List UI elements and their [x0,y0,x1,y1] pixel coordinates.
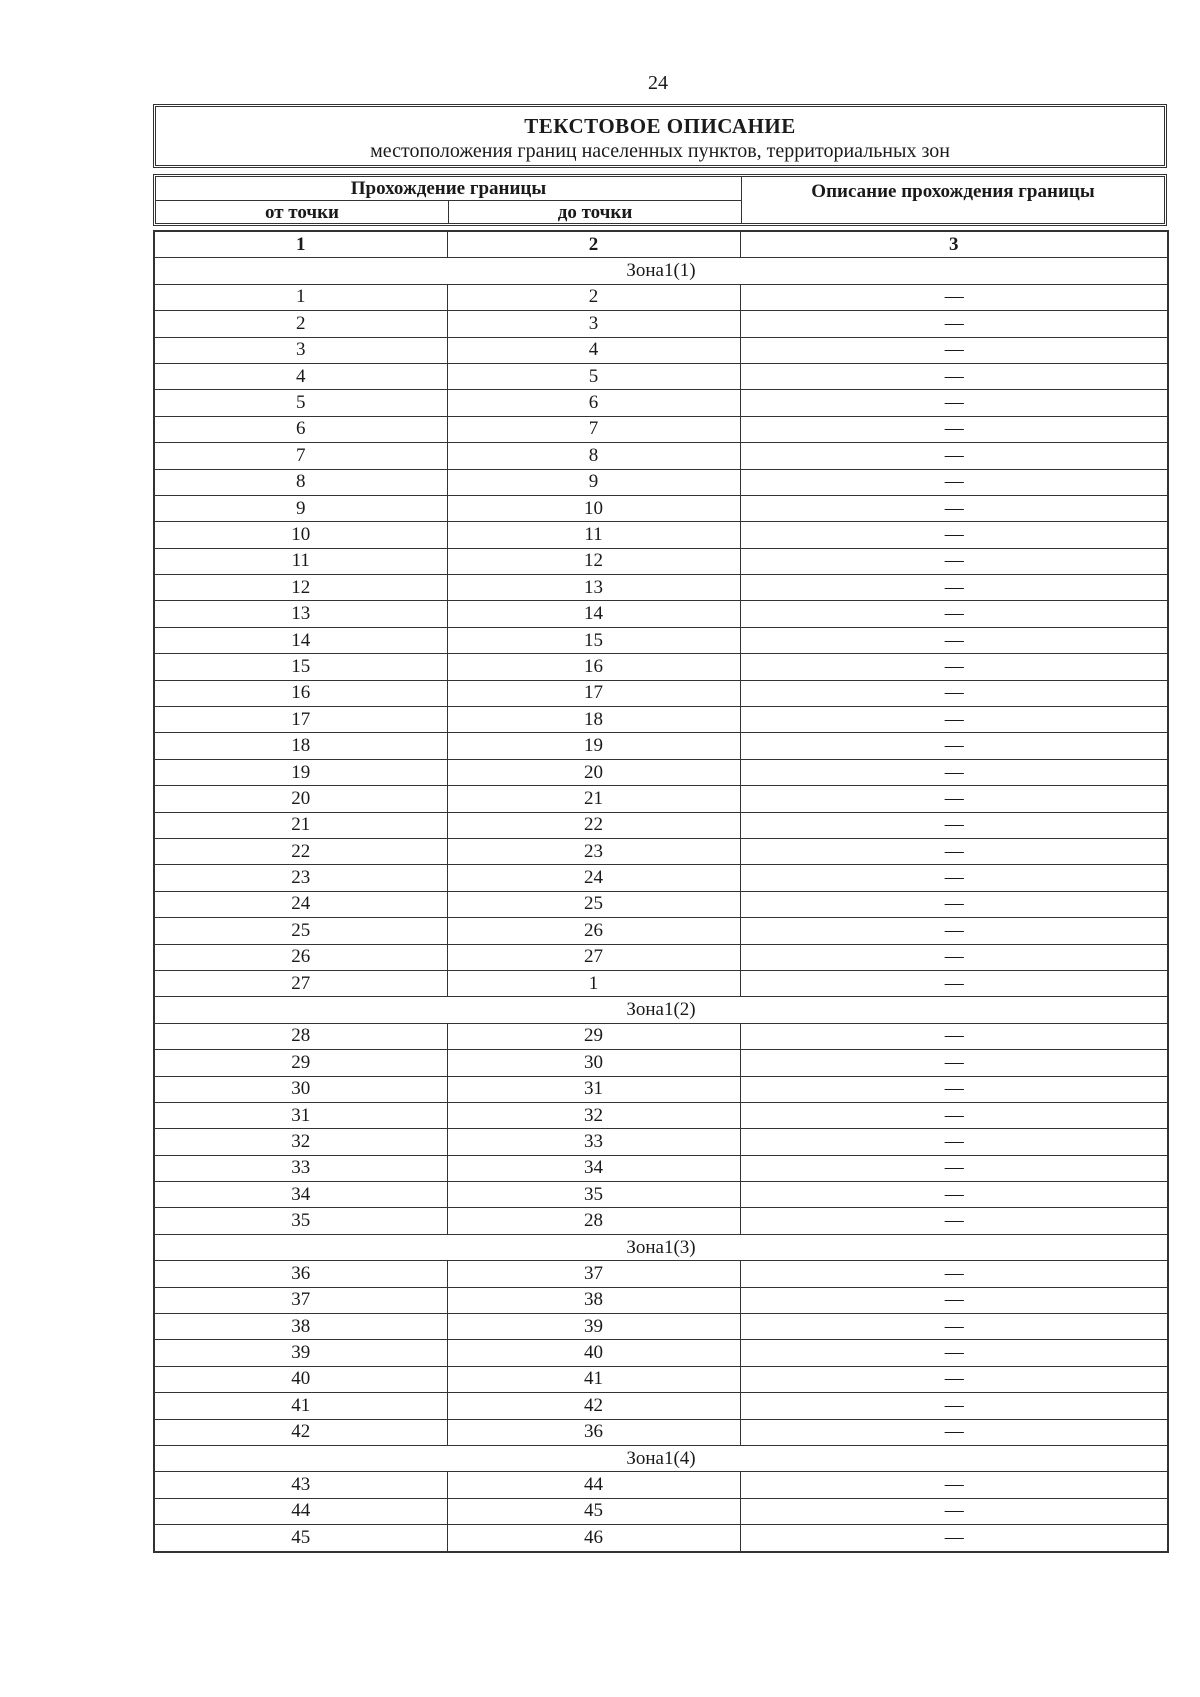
description-cell: — [740,1182,1168,1208]
table-row [154,548,1168,574]
column-number: 2 [447,231,740,258]
from-point-cell: 16 [154,680,447,706]
from-point-cell: 26 [154,944,447,970]
from-point-cell: 34 [154,1182,447,1208]
description-cell: — [740,1366,1168,1392]
table-row [154,601,1168,627]
description-cell: — [740,443,1168,469]
description-cell: — [740,522,1168,548]
from-point-header: от точки [156,201,449,223]
to-point-cell: 34 [447,1155,740,1181]
table-row [154,1472,1168,1498]
from-point-cell: 22 [154,838,447,864]
title-box [153,104,1167,168]
from-point-cell: 36 [154,1261,447,1287]
to-point-cell: 7 [447,416,740,442]
to-point-cell: 37 [447,1261,740,1287]
description-cell: — [740,416,1168,442]
table-row [154,1498,1168,1524]
description-cell: — [740,548,1168,574]
description-cell: — [740,680,1168,706]
table-row [154,891,1168,917]
description-cell: — [740,865,1168,891]
to-point-cell: 14 [447,601,740,627]
table-row [154,1076,1168,1102]
to-point-cell: 38 [447,1287,740,1313]
from-point-cell: 11 [154,548,447,574]
table-row [154,733,1168,759]
table-row [154,1525,1168,1552]
zone-name: Зона1(2) [154,997,1168,1023]
description-cell: — [740,1023,1168,1049]
table-row [154,522,1168,548]
from-point-cell: 32 [154,1129,447,1155]
to-point-cell: 18 [447,707,740,733]
from-point-cell: 40 [154,1366,447,1392]
from-point-cell: 5 [154,390,447,416]
from-point-cell: 23 [154,865,447,891]
to-point-cell: 10 [447,495,740,521]
from-point-cell: 28 [154,1023,447,1049]
from-point-cell: 13 [154,601,447,627]
from-point-cell: 31 [154,1102,447,1128]
to-point-cell: 2 [447,284,740,310]
table-row [154,1261,1168,1287]
to-point-cell: 42 [447,1393,740,1419]
table-row [154,575,1168,601]
from-point-cell: 12 [154,575,447,601]
description-cell: — [740,654,1168,680]
table-row [154,337,1168,363]
from-point-cell: 30 [154,1076,447,1102]
table-row [154,812,1168,838]
description-cell: — [740,707,1168,733]
to-point-cell: 1 [447,970,740,996]
from-point-cell: 33 [154,1155,447,1181]
from-point-cell: 42 [154,1419,447,1445]
description-cell: — [740,759,1168,785]
description-cell: — [740,786,1168,812]
description-cell: — [740,337,1168,363]
to-point-cell: 39 [447,1314,740,1340]
description-cell: — [740,469,1168,495]
description-cell: — [740,495,1168,521]
document-subtitle: местоположения границ населенных пунктов, территориальных зон [370,140,950,162]
description-cell: — [740,1314,1168,1340]
table-row [154,443,1168,469]
table-row [154,918,1168,944]
to-point-cell: 28 [447,1208,740,1234]
from-point-cell: 18 [154,733,447,759]
to-point-cell: 29 [447,1023,740,1049]
description-cell: — [740,1287,1168,1313]
table-row [154,1366,1168,1392]
table-row [154,680,1168,706]
from-point-cell: 17 [154,707,447,733]
description-cell: — [740,284,1168,310]
description-cell: — [740,311,1168,337]
table-row [154,1155,1168,1181]
table-row [154,1419,1168,1445]
to-point-cell: 20 [447,759,740,785]
from-point-cell: 14 [154,627,447,653]
description-cell: — [740,1208,1168,1234]
column-number-row [154,231,1168,258]
from-point-cell: 38 [154,1314,447,1340]
to-point-cell: 23 [447,838,740,864]
from-point-cell: 19 [154,759,447,785]
to-point-cell: 16 [447,654,740,680]
table-row [154,1102,1168,1128]
from-point-cell: 8 [154,469,447,495]
page-number: 24 [648,72,668,94]
description-cell: — [740,601,1168,627]
description-cell: — [740,390,1168,416]
table-row [154,363,1168,389]
to-point-header: до точки [557,202,633,223]
to-point-cell: 13 [447,575,740,601]
description-cell: — [740,812,1168,838]
to-point-cell: 15 [447,627,740,653]
to-point-cell: 21 [447,786,740,812]
zone-name: Зона1(3) [154,1234,1168,1260]
zone-name: Зона1(4) [154,1445,1168,1471]
from-point-cell: 44 [154,1498,447,1524]
description-cell: — [740,1472,1168,1498]
to-point-cell: 41 [447,1366,740,1392]
to-point-cell: 11 [447,522,740,548]
table-row [154,1393,1168,1419]
from-point-cell: 39 [154,1340,447,1366]
document-title: ТЕКСТОВОЕ ОПИСАНИЕ [524,114,796,138]
table-row [154,1314,1168,1340]
to-point-cell: 12 [447,548,740,574]
to-point-cell: 4 [447,337,740,363]
from-point-cell: 41 [154,1393,447,1419]
table-row [154,759,1168,785]
table-row [154,707,1168,733]
to-point-cell: 27 [447,944,740,970]
from-point-cell: 15 [154,654,447,680]
table-row [154,1050,1168,1076]
table-row [154,390,1168,416]
zone-header-row [154,997,1168,1023]
to-point-cell: 6 [447,390,740,416]
from-point-cell: 45 [154,1525,447,1552]
description-cell: — [740,1340,1168,1366]
from-point-cell: 25 [154,918,447,944]
from-point-cell: 1 [154,284,447,310]
to-point-cell: 3 [447,311,740,337]
description-cell: — [740,1393,1168,1419]
to-point-cell: 45 [447,1498,740,1524]
description-cell: — [740,838,1168,864]
table-header [153,174,1167,226]
to-point-cell: 25 [447,891,740,917]
description-header: Описание прохождения границы [811,181,1095,202]
zone-name: Зона1(1) [154,258,1168,284]
to-point-cell: 24 [447,865,740,891]
boundary-description-sheet [153,104,1167,1553]
table-row [154,786,1168,812]
description-cell: — [740,1155,1168,1181]
table-row [154,838,1168,864]
table-row [154,1287,1168,1313]
description-cell: — [740,575,1168,601]
column-number: 3 [740,231,1168,258]
description-cell: — [740,944,1168,970]
description-cell: — [740,1261,1168,1287]
from-point-cell: 4 [154,363,447,389]
from-point-cell: 20 [154,786,447,812]
zone-header-row [154,1234,1168,1260]
description-cell: — [740,970,1168,996]
to-point-cell: 44 [447,1472,740,1498]
from-point-cell: 3 [154,337,447,363]
to-point-cell: 17 [447,680,740,706]
point-columns-header [156,201,741,223]
table-row [154,654,1168,680]
to-point-cell: 22 [447,812,740,838]
to-point-cell: 5 [447,363,740,389]
to-point-cell: 35 [447,1182,740,1208]
boundary-passage-label: Прохождение границы [156,177,741,201]
table-row [154,1129,1168,1155]
description-cell: — [740,1102,1168,1128]
column-number: 1 [154,231,447,258]
table-row [154,1340,1168,1366]
to-point-cell: 36 [447,1419,740,1445]
table-row [154,970,1168,996]
description-cell: — [740,1498,1168,1524]
zone-header-row [154,1445,1168,1471]
from-point-cell: 24 [154,891,447,917]
from-point-cell: 2 [154,311,447,337]
from-point-cell: 9 [154,495,447,521]
table-row [154,284,1168,310]
to-point-cell: 19 [447,733,740,759]
from-point-cell: 29 [154,1050,447,1076]
description-cell: — [740,918,1168,944]
to-point-cell: 46 [447,1525,740,1552]
description-cell: — [740,1050,1168,1076]
to-point-cell: 31 [447,1076,740,1102]
to-point-cell: 32 [447,1102,740,1128]
table-row [154,416,1168,442]
table-row [154,865,1168,891]
from-point-cell: 43 [154,1472,447,1498]
boundary-table [153,230,1169,1553]
table-row [154,627,1168,653]
from-point-cell: 21 [154,812,447,838]
from-point-cell: 37 [154,1287,447,1313]
from-point-cell: 10 [154,522,447,548]
description-cell: — [740,363,1168,389]
table-row [154,311,1168,337]
description-cell: — [740,733,1168,759]
from-point-cell: 35 [154,1208,447,1234]
table-row [154,495,1168,521]
from-point-cell: 6 [154,416,447,442]
table-row [154,1208,1168,1234]
table-row [154,1023,1168,1049]
description-cell: — [740,1076,1168,1102]
description-cell: — [740,1419,1168,1445]
description-cell: — [740,891,1168,917]
boundary-table-body [154,231,1168,1552]
boundary-passage-header [156,177,742,223]
to-point-cell: 40 [447,1340,740,1366]
to-point-cell: 33 [447,1129,740,1155]
to-point-cell: 8 [447,443,740,469]
to-point-cell: 9 [447,469,740,495]
zone-header-row [154,258,1168,284]
description-cell: — [740,1129,1168,1155]
description-cell: — [740,627,1168,653]
table-row [154,469,1168,495]
description-cell: — [740,1525,1168,1552]
to-point-cell: 30 [447,1050,740,1076]
table-row [154,944,1168,970]
table-row [154,1182,1168,1208]
from-point-cell: 27 [154,970,447,996]
to-point-cell: 26 [447,918,740,944]
from-point-cell: 7 [154,443,447,469]
